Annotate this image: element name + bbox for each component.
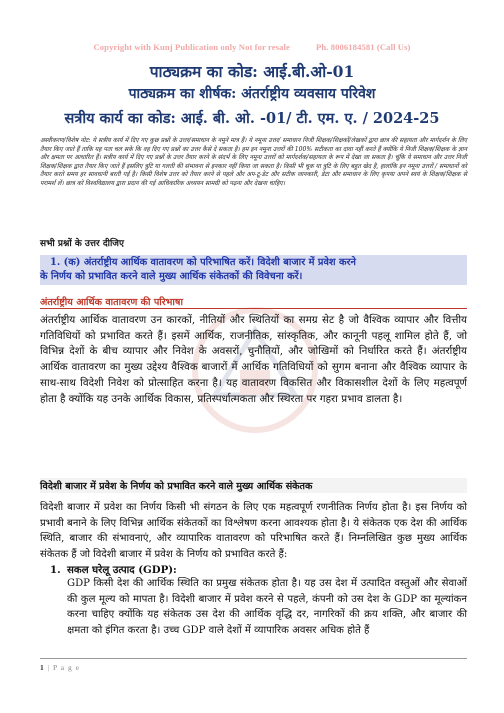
indicators-heading: विदेशी बाजार में प्रवेश के निर्णय को प्रभावित करने वाले मुख्य आर्थिक संकेतक <box>40 478 467 493</box>
assignment-code-title: सत्रीय कार्य का कोड: आई. बी. ओ. -01/ टी. एम. ए. / 2024-25 <box>64 110 440 127</box>
phone-text: Ph. 8006184581 (Call Us) <box>315 42 411 52</box>
definition-heading: अंतर्राष्ट्रीय आर्थिक वातावरण की परिभाषा <box>40 297 183 308</box>
question-line-1: 1. (क) अंतर्राष्ट्रीय आर्थिक वातावरण को परिभाषित करें। विदेशी बाजार में प्रवेश करने <box>50 257 356 268</box>
definition-paragraph: अंतर्राष्ट्रीय आर्थिक वातावरण उन कारकों, नीतियों और स्थितियों का समग्र सेट है जो वैश्विक व्यापार और वित्तीय गतिविधियों को प्रभावित करते हैं। इसमें आर्थिक, राजनीतिक, सांस्कृतिक, और कानूनी पहलू शामिल होते हैं, जो विभिन्न देशों के बीच व्यापार और निवेश के अवसरों, चुनौतियों, और जोखिमों को निर्धारित करते हैं। अंतर्राष्ट्रीय आर्थिक वातावरण का मुख्य उद्देश्य वैश्विक बाजारों में आर्थिक गतिविधियों को सुगम बनाना और वैश्विक व्यापार के साथ-साथ विदेशी निवेश को प्रोत्साहित करना है। यह वातावरण विकसित और विकासशील देशों के लिए महत्वपूर्ण होता है क्योंकि यह उनके आर्थिक विकास, प्रतिस्पर्धात्मकता और स्थिरता पर गहरा प्रभाव डालता है। <box>40 314 467 405</box>
disclaimer-note: अस्वीकरण/विशेष नोट: ये सत्रीय कार्य में दिए गए कुछ प्रश्नों के उत्तर/समाधान के नमूने मात्र हैं। ये नमूना उत्तर/ समाधान निजी शिक्षक/शिक्षकों/लेखकों द्वारा छात्र की सहायता और मार्गदर्शन के लिए तैयार किए जाते हैं ताकि यह पता चल सके कि वह दिए गए प्रश्नों का उत्तर कैसे दे सकता है। हम इन नमूना उत्तरों की 100% सटीकता का दावा नहीं करते हैं क्योंकि ये निजी शिक्षक/शिक्षक के ज्ञान और क्षमता पर आधारित हैं। सत्रीय कार्य में दिए गए प्रश्नों के उत्तर तैयार करने के संदर्भ के लिए नमूना उत्तरों को मार्गदर्शक/सहायता के रूप में देखा जा सकता है। चूंकि ये समाधान और उत्तर निजी शिक्षक/शिक्षक द्वारा तैयार किए जाते हैं इसलिए त्रुटि या गलती की संभावना से इनकार नहीं किया जा सकता है। किसी भी चूक या त्रुटि के लिए बहुत खेद है, हालांकि इन नमूना उत्तरों / समाधानों को तैयार करते समय हर सावधानी बरती गई है। किसी विशेष उत्तर को तैयार करने से पहले और अप-टू-डेट और सटीक जानकारी, डेटा और समाधान के लिए कृपया अपने स्वयं के शिक्षक/शिक्षक से परामर्श लें। छात्र को विश्वविद्यालय द्वारा प्रदान की गई आधिकारिक अध्ययन सामग्री को पढ़ना और देखना चाहिए। <box>40 137 467 187</box>
course-title: पाठ्यक्रम का शीर्षक: अंतर्राष्ट्रीय व्यवसाय परिवेश <box>128 86 376 102</box>
definition-heading-underline <box>40 308 467 309</box>
question-box <box>40 255 467 285</box>
all-questions-label: सभी प्रश्नों के उत्तर दीजिए <box>40 239 124 249</box>
footer-separator: | <box>47 663 50 672</box>
indicators-paragraph: विदेशी बाजार में प्रवेश का निर्णय किसी भी संगठन के लिए एक महत्वपूर्ण रणनीतिक निर्णय होता है। इस निर्णय को प्रभावी बनाने के लिए विभिन्न आर्थिक संकेतकों का विश्लेषण करना आवश्यक होता है। ये संकेतक एक देश की आर्थिक स्थिति, बाजार की संभावनाएं, और व्यापारिक वातावरण को परिभाषित करते हैं। निम्नलिखित कुछ मुख्य आर्थिक संकेतक हैं जो विदेशी बाजार में प्रवेश के निर्णय को प्रभावित करते हैं: <box>40 502 467 560</box>
list-item-body: GDP किसी देश की आर्थिक स्थिति का प्रमुख संकेतक होता है। यह उस देश में उत्पादित वस्तुओं और सेवाओं की कुल मूल्य को मापता है। विदेशी बाजार में प्रवेश करने से पहले, कंपनी को उस देश के GDP का मूल्यांकन करना चाहिए क्योंकि यह संकेतक उस देश की आर्थिक वृद्धि दर, नागरिकों की क्रय शक्ति, और बाजार की क्षमता को इंगित करता है। उच्च GDP वाले देशों में व्यापारिक अवसर अधिक होते हैं <box>67 578 467 636</box>
copyright-text: Copyright with Kunj Publication only Not for resale <box>93 42 290 52</box>
page-label: P a g e <box>53 663 80 672</box>
page-footer <box>40 663 80 672</box>
course-code-title: पाठ्यक्रम का कोड: आई.बी.ओ-01 <box>149 62 355 81</box>
list-item-number: 1. <box>50 564 61 576</box>
copyright-banner <box>0 42 504 52</box>
list-item-heading <box>50 562 177 576</box>
list-item-title: सकल घरेलू उत्पाद (GDP): <box>67 564 177 576</box>
question-line-2: के निर्णय को प्रभावित करने वाले मुख्य आर्थिक संकेतकों की विवेचना करें। <box>40 271 303 282</box>
page-number: 1 <box>40 663 44 672</box>
footer-divider <box>40 658 467 659</box>
